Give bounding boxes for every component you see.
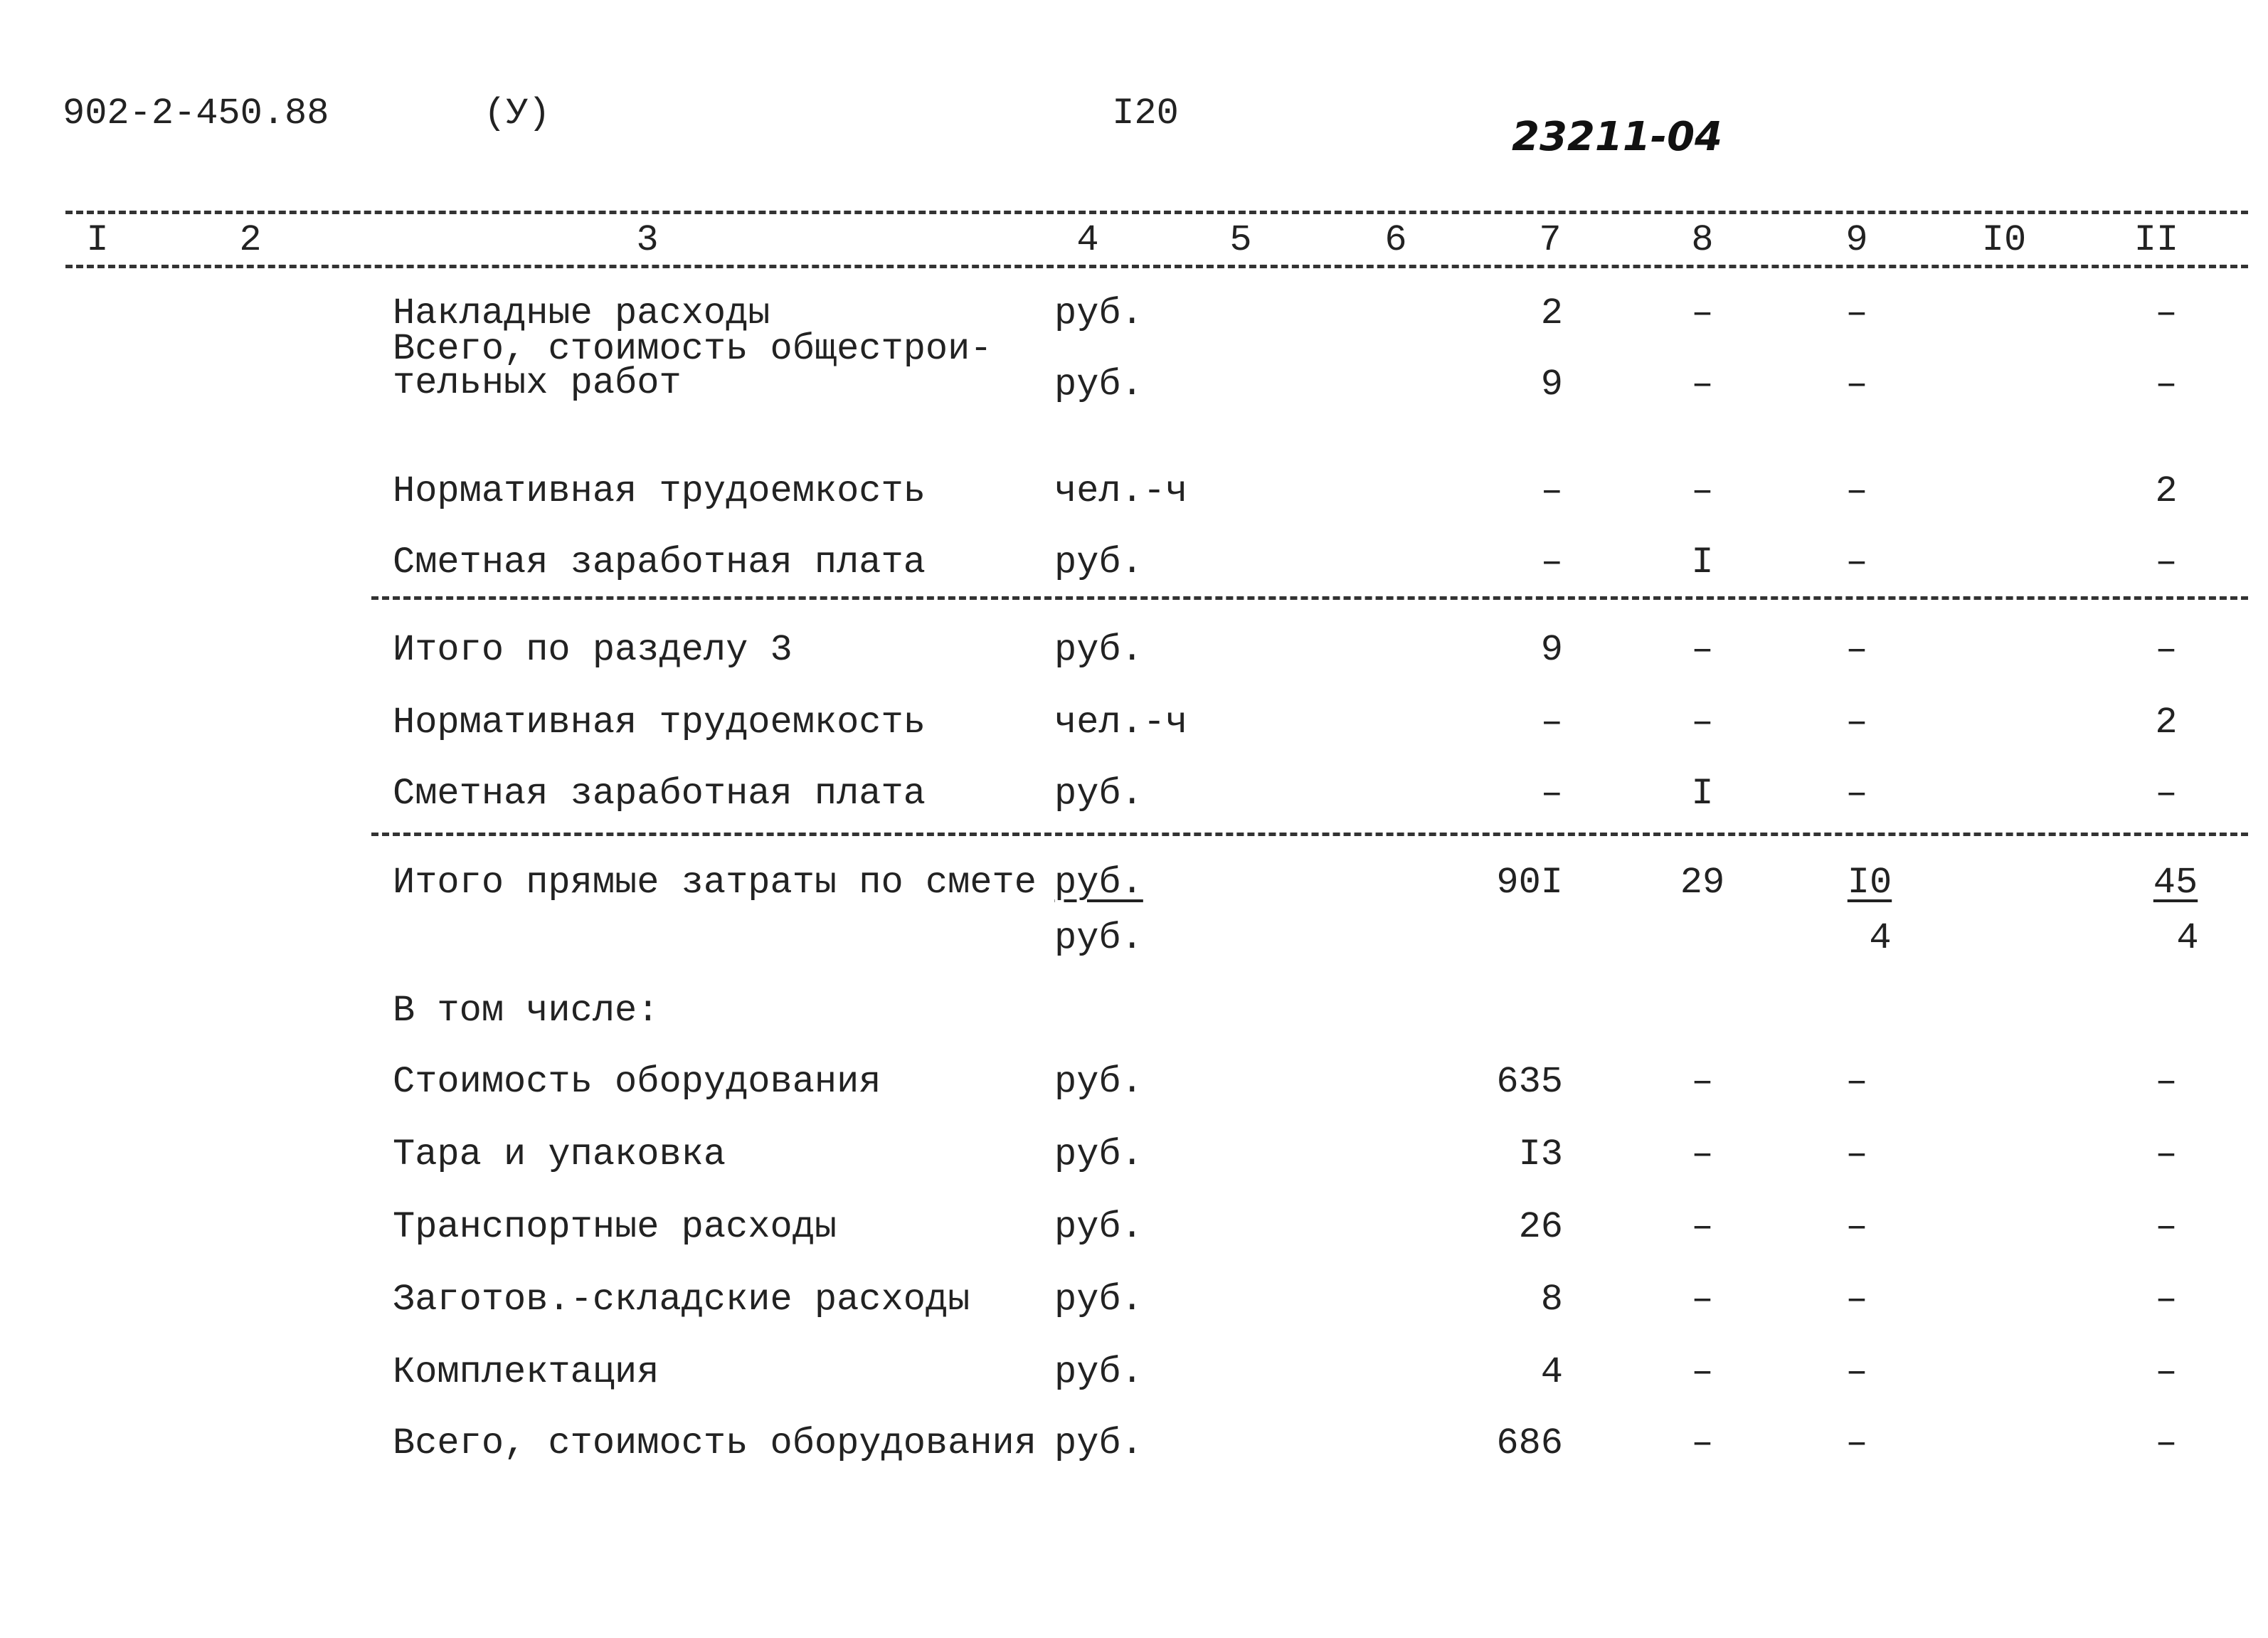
column-number: 3 xyxy=(636,219,659,261)
unit-cell: руб. xyxy=(1054,1351,1143,1393)
column-number: 5 xyxy=(1229,219,1252,261)
unit-cell: руб. xyxy=(1054,862,1143,904)
unit-cell: руб. xyxy=(1054,1061,1143,1103)
unit-cell: руб. xyxy=(1054,1279,1143,1321)
value-col9: – xyxy=(1845,629,1868,671)
value-col9: – xyxy=(1845,1279,1868,1321)
value-col7: 9 xyxy=(1540,629,1563,671)
row-label: Нормативная трудоемкость xyxy=(393,470,926,512)
value-col9: – xyxy=(1845,773,1868,815)
row-label: Всего, стоимость общестрои- xyxy=(393,328,992,370)
value-col9: – xyxy=(1845,702,1868,744)
variant-label: (У) xyxy=(484,93,551,134)
value-col11: – xyxy=(2155,1279,2178,1321)
value-col7: 686 xyxy=(1496,1422,1563,1464)
value-col7: 26 xyxy=(1518,1206,1563,1248)
value-col8: 29 xyxy=(1680,862,1725,904)
column-number: 6 xyxy=(1384,219,1407,261)
unit-cell: руб. xyxy=(1054,1422,1143,1464)
value-col7: – xyxy=(1540,541,1563,583)
value-col8: – xyxy=(1691,470,1714,512)
value-col11: 45 xyxy=(2153,862,2198,904)
value-col8: I xyxy=(1691,773,1714,815)
row-label: Всего, стоимость оборудования xyxy=(393,1422,1037,1464)
value-col11: 2 xyxy=(2155,470,2178,512)
sheet-code: 23211-04 xyxy=(1512,114,1722,160)
unit-cell: чел.-ч xyxy=(1054,470,1188,512)
value-col8: – xyxy=(1691,702,1714,744)
value-col7: 9 xyxy=(1540,364,1563,406)
value-col8: – xyxy=(1691,1351,1714,1393)
unit-cell: чел.-ч xyxy=(1054,702,1188,744)
value-col7: 90I xyxy=(1496,862,1563,904)
value-col11: – xyxy=(2155,1422,2178,1464)
column-number: I0 xyxy=(1981,219,2027,261)
unit-cell: руб. xyxy=(1054,1134,1143,1175)
value-col8: – xyxy=(1691,629,1714,671)
value-col11-denominator: 4 xyxy=(2176,917,2199,959)
value-col7: 4 xyxy=(1540,1351,1563,1393)
value-col8: – xyxy=(1691,1206,1714,1248)
value-col9: – xyxy=(1845,1134,1868,1175)
value-col9: – xyxy=(1845,364,1868,406)
value-col11: – xyxy=(2155,1061,2178,1103)
value-col8: – xyxy=(1691,1279,1714,1321)
page-number: I20 xyxy=(1112,93,1179,134)
value-col8: – xyxy=(1691,1061,1714,1103)
unit-cell: руб. xyxy=(1054,917,1143,959)
value-col11: – xyxy=(2155,292,2178,334)
row-label-continued: тельных работ xyxy=(393,362,682,404)
column-number: 7 xyxy=(1539,219,1562,261)
row-label: Сметная заработная плата xyxy=(393,773,926,815)
row-label: Накладные расходы xyxy=(393,292,770,334)
value-col9: – xyxy=(1845,292,1868,334)
value-col7: – xyxy=(1540,773,1563,815)
row-label: Нормативная трудоемкость xyxy=(393,702,926,744)
section-divider xyxy=(371,833,2248,836)
header-bottom-divider xyxy=(65,265,2248,268)
value-col9: – xyxy=(1845,541,1868,583)
value-col9: – xyxy=(1845,470,1868,512)
value-col11: – xyxy=(2155,541,2178,583)
value-col11: – xyxy=(2155,1206,2178,1248)
value-col11: – xyxy=(2155,629,2178,671)
column-number: II xyxy=(2134,219,2179,261)
value-col11: – xyxy=(2155,1351,2178,1393)
row-label: Заготов.-складские расходы xyxy=(393,1279,970,1321)
unit-cell: руб. xyxy=(1054,541,1143,583)
column-number: I xyxy=(86,219,109,261)
value-col7: I3 xyxy=(1518,1134,1563,1175)
value-col11: 2 xyxy=(2155,702,2178,744)
unit-cell: руб. xyxy=(1054,773,1143,815)
document-code-text: 902-2-450.88 xyxy=(63,93,329,134)
row-label: Итого по разделу 3 xyxy=(393,629,793,671)
row-label: Сметная заработная плата xyxy=(393,541,926,583)
unit-cell: руб. xyxy=(1054,292,1143,334)
value-col9: I0 xyxy=(1847,862,1892,904)
document-code xyxy=(63,95,329,132)
column-number: 9 xyxy=(1845,219,1868,261)
row-label: Комплектация xyxy=(393,1351,659,1393)
value-col8: I xyxy=(1691,541,1714,583)
column-number: 4 xyxy=(1076,219,1099,261)
value-col7: – xyxy=(1540,702,1563,744)
value-col8: – xyxy=(1691,1422,1714,1464)
row-label: В том числе: xyxy=(393,990,659,1032)
row-label: Итого прямые затраты по смете xyxy=(393,862,1037,904)
row-label: Транспортные расходы xyxy=(393,1206,837,1248)
value-col9: – xyxy=(1845,1061,1868,1103)
section-divider xyxy=(371,596,2248,600)
value-col8: – xyxy=(1691,1134,1714,1175)
row-label: Тара и упаковка xyxy=(393,1134,726,1175)
value-col9: – xyxy=(1845,1422,1868,1464)
value-col7: 8 xyxy=(1540,1279,1563,1321)
unit-cell: руб. xyxy=(1054,629,1143,671)
column-number: 2 xyxy=(239,219,262,261)
value-col11: – xyxy=(2155,773,2178,815)
value-col11: – xyxy=(2155,364,2178,406)
header-top-divider xyxy=(65,211,2248,214)
value-col9: – xyxy=(1845,1351,1868,1393)
unit-cell: руб. xyxy=(1054,1206,1143,1248)
value-col8: – xyxy=(1691,364,1714,406)
unit-cell: руб. xyxy=(1054,364,1143,406)
value-col9-denominator: 4 xyxy=(1869,917,1892,959)
column-number: 8 xyxy=(1691,219,1714,261)
value-col7: – xyxy=(1540,470,1563,512)
value-col11: – xyxy=(2155,1134,2178,1175)
row-label: Стоимость оборудования xyxy=(393,1061,881,1103)
value-col7: 635 xyxy=(1496,1061,1563,1103)
value-col8: – xyxy=(1691,292,1714,334)
value-col9: – xyxy=(1845,1206,1868,1248)
value-col7: 2 xyxy=(1540,292,1563,334)
